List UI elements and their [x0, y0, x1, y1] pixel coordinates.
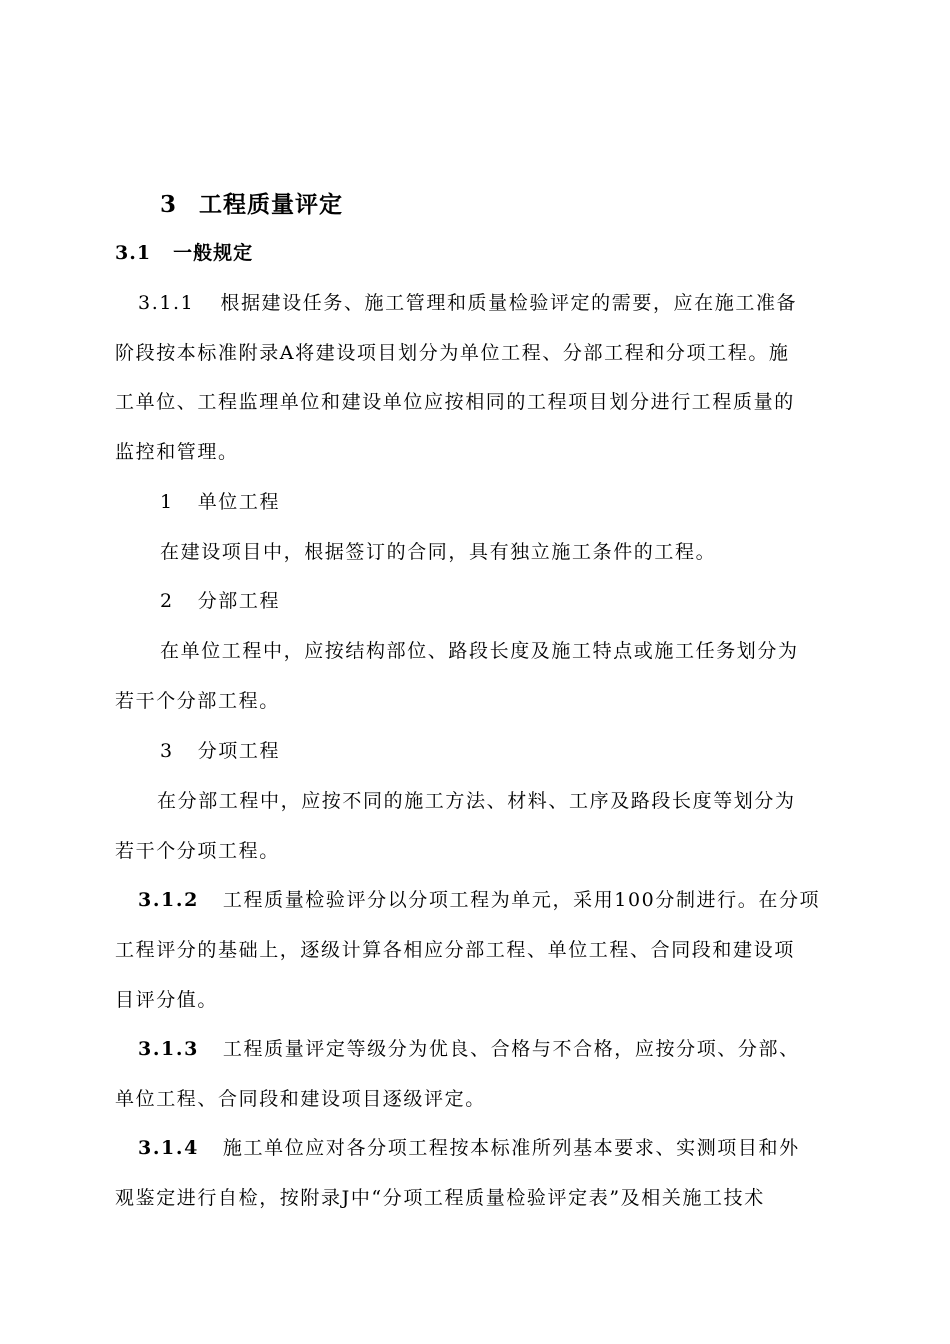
item-2-text-line-1: 在单位工程中，应按结构部位、路段长度及施工特点或施工任务划分为 [160, 640, 799, 662]
section-heading [115, 238, 253, 265]
clause-3-1-1-line-1 [138, 288, 797, 315]
item-number: 2 [160, 590, 174, 612]
item-3-heading [160, 736, 280, 763]
clause-text: 工程质量检验评分以分项工程为单元，采用100分制进行。在分项 [222, 889, 821, 911]
clause-3-1-2-line-3: 目评分值。 [115, 989, 219, 1011]
clause-3-1-3-line-1 [138, 1034, 800, 1061]
clause-3-1-4-line-2: 观鉴定进行自检，按附录J中“分项工程质量检验评定表”及相关施工技术 [115, 1187, 765, 1209]
chapter-number: 3 [160, 191, 178, 218]
clause-3-1-1-line-3: 工单位、工程监理单位和建设单位应按相同的工程项目划分进行工程质量的 [115, 391, 795, 413]
item-number: 1 [160, 491, 174, 513]
item-2-text-line-2: 若干个分部工程。 [115, 690, 280, 712]
clause-number: 3.1.3 [138, 1038, 199, 1060]
item-title: 单位工程 [197, 491, 281, 513]
item-2-heading [160, 586, 280, 613]
item-title: 分部工程 [197, 590, 281, 612]
clause-3-1-1-line-2: 阶段按本标准附录A将建设项目划分为单位工程、分部工程和分项工程。施 [115, 342, 790, 364]
clause-3-1-4-line-1 [138, 1133, 800, 1160]
item-1-heading [160, 487, 280, 514]
item-3-text-line-1: 在分部工程中，应按不同的施工方法、材料、工序及路段长度等划分为 [157, 790, 796, 812]
section-number: 3.1 [115, 242, 152, 264]
clause-text: 施工单位应对各分项工程按本标准所列基本要求、实测项目和外 [222, 1137, 800, 1159]
chapter-title: 工程质量评定 [199, 191, 344, 218]
item-1-text: 在建设项目中，根据签订的合同，具有独立施工条件的工程。 [160, 541, 717, 563]
clause-text: 工程质量评定等级分为优良、合格与不合格，应按分项、分部、 [222, 1038, 800, 1060]
clause-3-1-3-line-2: 单位工程、合同段和建设项目逐级评定。 [115, 1088, 486, 1110]
clause-3-1-2-line-1 [138, 885, 820, 912]
clause-3-1-2-line-2: 工程评分的基础上，逐级计算各相应分部工程、单位工程、合同段和建设项 [115, 939, 795, 961]
section-title: 一般规定 [173, 242, 254, 264]
item-title: 分项工程 [197, 740, 281, 762]
clause-number: 3.1.4 [138, 1137, 199, 1159]
item-3-text-line-2: 若干个分项工程。 [115, 840, 280, 862]
clause-text: 根据建设任务、施工管理和质量检验评定的需要，应在施工准备 [220, 292, 798, 314]
chapter-heading [160, 186, 343, 219]
item-number: 3 [160, 740, 174, 762]
clause-3-1-1-line-4: 监控和管理。 [115, 441, 239, 463]
clause-number: 3.1.1 [138, 292, 195, 314]
clause-number: 3.1.2 [138, 889, 199, 911]
